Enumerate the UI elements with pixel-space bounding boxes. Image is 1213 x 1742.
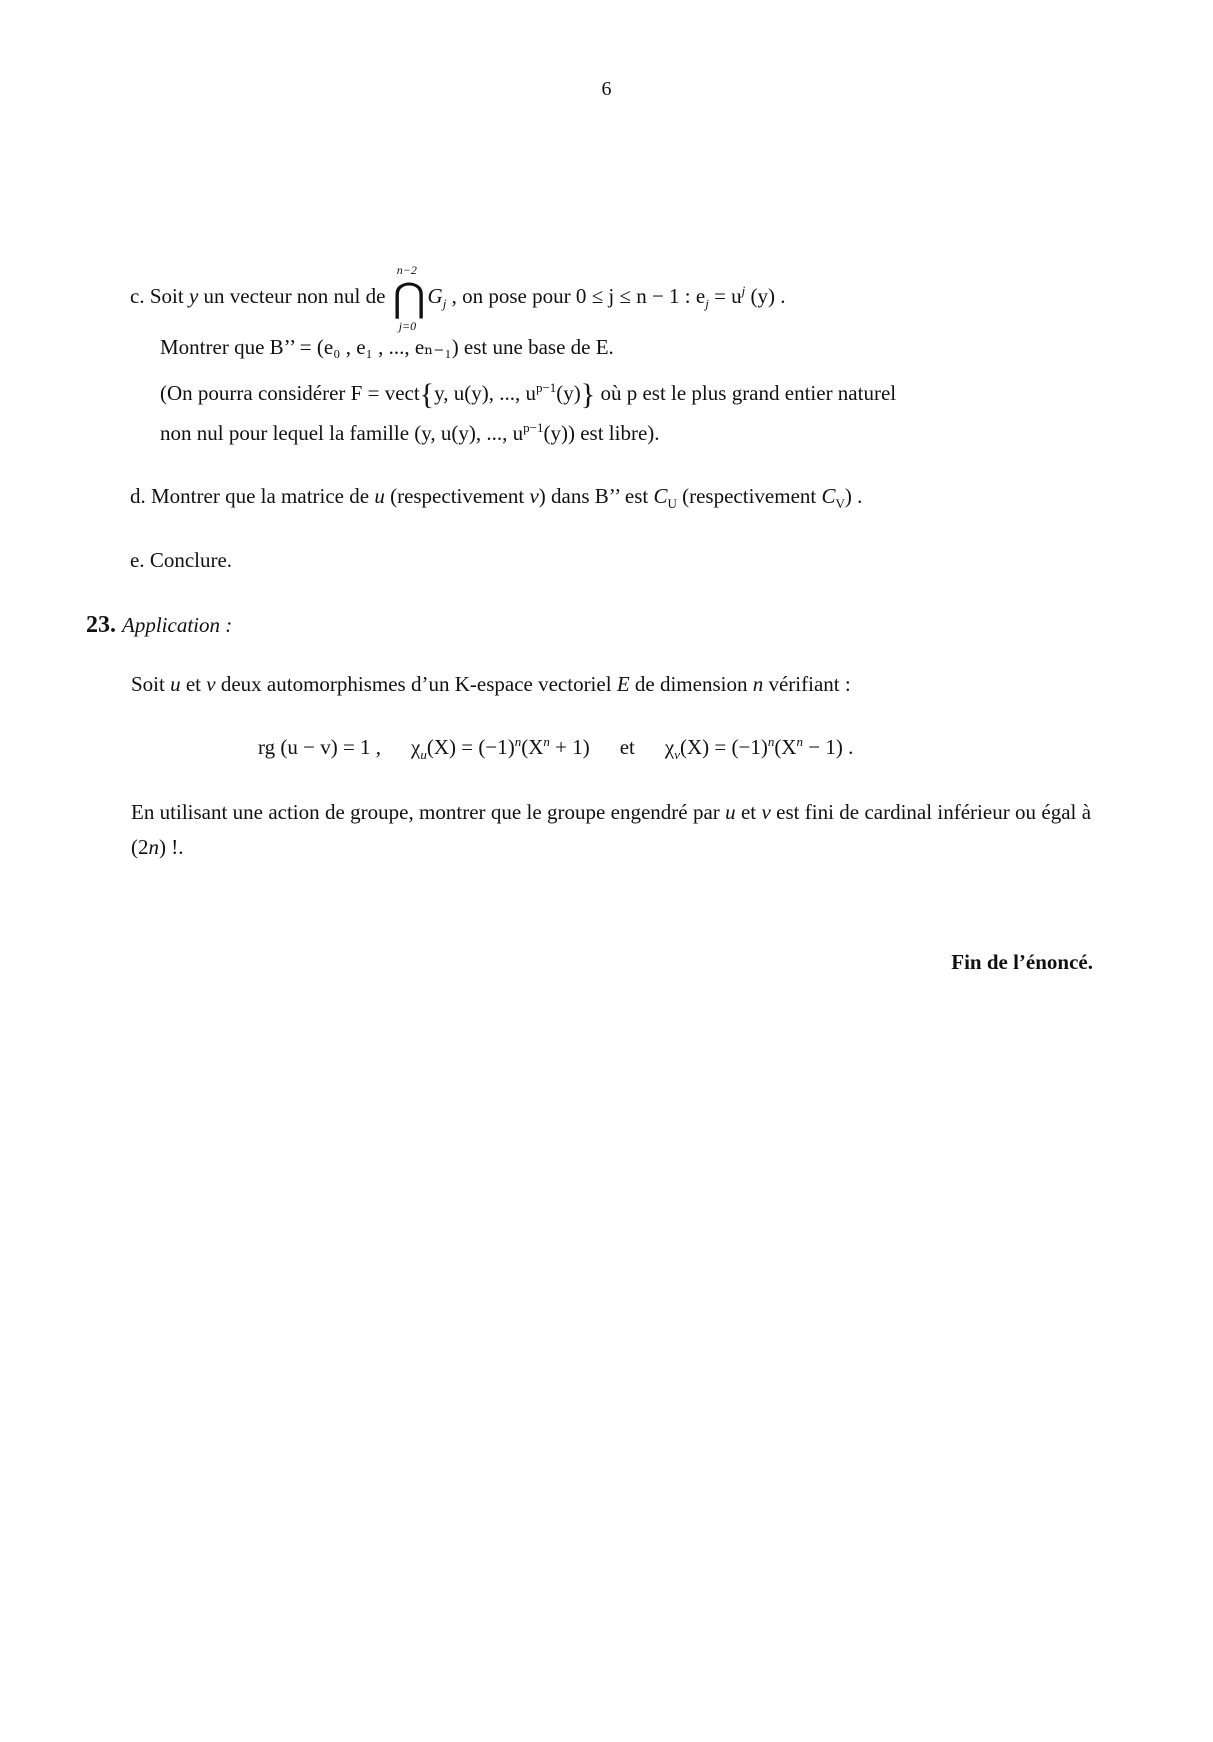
item-e-label: e.	[130, 548, 145, 572]
item-e: e. Conclure.	[130, 548, 233, 572]
section-23-paragraph: En utilisant une action de groupe, montrer que le groupe engendré par u et v est fini de cardinal inférieur ou égal à (2n) !.	[131, 800, 1092, 859]
item-c-line2: Montrer que B’’ = (e₀ , e₁ , ..., eₙ₋₁) est une base de E.	[160, 335, 614, 359]
item-d: d. Montrer que la matrice de u (respectivement v) dans B’’ est $C_U$ (respectivement $C_V$) .	[130, 484, 863, 512]
item-c-line3: (On pourra considérer F = vect{y, u(y), ..., $u^{p-1}(y)$} où p est le plus grand entier naturel	[160, 378, 897, 411]
intersection-symbol: ⋂ n−2 j=0	[392, 263, 426, 333]
section-23-formula: rg (u − v) = 1 , $\chi_u(X) = (-1)^n(X^n + 1)$ et $\chi_v(X) = (-1)^n(X^n - 1)$ .	[258, 734, 854, 763]
end-of-statement: Fin de l’énoncé.	[951, 950, 1093, 974]
page-number: 6	[601, 78, 612, 100]
item-c-line4: non nul pour lequel la famille (y, u(y), ..., $u^{p-1}(y)$) est libre).	[160, 420, 660, 445]
item-c-label: c.	[130, 284, 145, 308]
item-d-label: d.	[130, 484, 146, 508]
section-23-heading: 23. Application :	[86, 612, 233, 638]
item-c-line1: c. Soit y un vecteur non nul de ⋂ n−2 j=0 $G_j$ , on pose pour 0 ≤ j ≤ n − 1 : $e_j = u^j$ (y) .	[130, 263, 786, 333]
section-23-intro: Soit u et v deux automorphismes d’un K-espace vectoriel E de dimension n vérifiant :	[131, 672, 851, 696]
